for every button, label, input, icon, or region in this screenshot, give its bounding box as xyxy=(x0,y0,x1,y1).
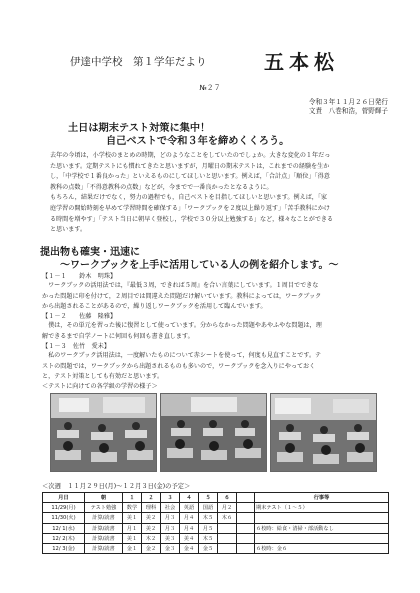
table-cell: 木２ xyxy=(142,533,161,543)
table-cell: 美２ xyxy=(142,523,161,533)
table-cell: 金４ xyxy=(180,543,199,553)
entry-heading: 【１－３ 佐竹 愛未】 xyxy=(42,343,111,350)
table-row xyxy=(43,543,389,553)
text-line: ワークブックの活用法では，『最低３周，できれば５周』を合い言葉にしています。１周目でできな xyxy=(42,282,319,289)
column-header: 行事等 xyxy=(255,493,389,503)
authors: 文責 八巻和浩，菅野輝子 xyxy=(308,107,388,115)
table-cell xyxy=(237,533,255,543)
lead-headline-line2: 自己ベストで令和３年を締めくくろう。 xyxy=(106,136,290,147)
table-cell: 木５ xyxy=(199,513,218,523)
text-line: 去年の今頃は，小学校のまとめの時期，どのようなことをしていたのでしょか。大きな変化の１年だっ xyxy=(50,152,331,159)
table-cell: 月５ xyxy=(199,523,218,533)
text-line: と思います。 xyxy=(50,226,87,234)
lead-headline-line1: 土日は期末テスト対策に集中！ xyxy=(68,123,211,134)
table-cell xyxy=(237,513,255,523)
table-cell: 金３ xyxy=(161,543,180,553)
column-header: 朝 xyxy=(85,493,123,503)
table-cell: 美２ xyxy=(142,513,161,523)
table-cell: 社会 xyxy=(161,503,180,513)
table-cell: 木６ xyxy=(218,513,237,523)
event-cell: 期末テスト（１～５） xyxy=(255,503,389,513)
table-cell: 月３ xyxy=(161,523,180,533)
entry-body xyxy=(42,321,322,342)
table-cell: 金１ xyxy=(123,543,142,553)
column-header: １ xyxy=(123,493,142,503)
schedule-caption: ＜次週 １１月２９日(月)～１２月３日(金)の予定＞ xyxy=(42,483,191,490)
text-line: 解できるまで自学ノートに何回も何回も書き直します。 xyxy=(42,332,194,340)
text-line: た思います。定期テストにも慣れてきたと思いますが，月曜日の期末テストは，これまでの経験を生か xyxy=(50,162,330,170)
table-cell xyxy=(218,533,237,543)
text-line: から出題されることがあるので，繰り返しワークブックを活用して臨んでいます。 xyxy=(42,303,267,310)
column-header: ３ xyxy=(161,493,180,503)
text-line: ストの問題では，ワークブックから出題されるものも多いので，ワークブックを念入りにやっておく xyxy=(42,362,316,370)
table-row xyxy=(43,523,389,533)
issue-number: №２７ xyxy=(199,84,221,92)
photo-caption: ＜テストに向けての各学級の学習の様子＞ xyxy=(42,383,158,390)
table-cell: 12/ 1(水) xyxy=(43,523,85,533)
table-cell: 英語 xyxy=(180,503,199,513)
table-cell xyxy=(218,543,237,553)
text-line: かった問題に印を付けて，２周目では間違えた問題だけ解いています。教科によっては，ワークブック xyxy=(42,292,322,300)
school-name: 伊達中学校 第１学年だより xyxy=(70,56,207,68)
table-cell: 美４ xyxy=(180,533,199,543)
table-cell xyxy=(237,503,255,513)
event-cell xyxy=(255,513,389,523)
schedule-table xyxy=(42,492,389,554)
table-cell: 美３ xyxy=(161,533,180,543)
table-row xyxy=(43,513,389,523)
table-row xyxy=(43,533,389,543)
table-cell: 12/ 3(金) xyxy=(43,543,85,553)
column-header: ６ xyxy=(218,493,237,503)
event-cell: ６校時：給食・清掃・部活動なし xyxy=(255,523,389,533)
column-header: ５ xyxy=(199,493,218,503)
table-cell: 金２ xyxy=(142,543,161,553)
table-cell: 月３ xyxy=(161,513,180,523)
workbook-title-line1: 提出物も確実・迅速に xyxy=(40,247,140,258)
table-cell: 計算/読書 xyxy=(85,523,123,533)
table-cell: 計算/読書 xyxy=(85,513,123,523)
table-cell: 理科 xyxy=(142,503,161,513)
table-cell: 金５ xyxy=(199,543,218,553)
table-cell: 月２ xyxy=(218,503,237,513)
column-header xyxy=(237,493,255,503)
table-cell: 国語 xyxy=(199,503,218,513)
text-line: 教科の点数」「不得意教科の点数」などが，今までで一番良かったとなるように。 xyxy=(50,183,273,191)
table-cell: テスト勉強 xyxy=(85,503,123,513)
table-cell: 11/29(月) xyxy=(43,503,85,513)
table-cell: 12/ 2(木) xyxy=(43,533,85,543)
column-header: ４ xyxy=(180,493,199,503)
entry-body xyxy=(42,281,321,313)
table-cell: 美１ xyxy=(123,533,142,543)
table-cell: 木５ xyxy=(199,533,218,543)
table-cell: 11/30(火) xyxy=(43,513,85,523)
table-cell: 数学 xyxy=(123,503,142,513)
table-cell xyxy=(237,543,255,553)
table-cell: 美１ xyxy=(123,513,142,523)
classroom-photo xyxy=(50,393,157,472)
table-cell: 計算/読書 xyxy=(85,533,123,543)
text-line: 僕は，その単元を習った後に復習として使っています。分からなかった問題やあやふやな問題は，理 xyxy=(42,322,322,329)
newsletter-title: 五本松 xyxy=(264,50,339,74)
issue-date: 令和３年１１月２６日発行 xyxy=(308,98,388,106)
table-cell: 月４ xyxy=(180,523,199,533)
classroom-photo xyxy=(160,393,267,472)
text-line: と，テスト対策としても有効だと思います。 xyxy=(42,373,164,380)
event-cell: ６校時：金６ xyxy=(255,543,389,553)
newsletter-header xyxy=(70,44,400,74)
column-header: ２ xyxy=(142,493,161,503)
text-line: 私のワークブック活用法は，一度解いたものについて赤シートを使って，何度も見直すことです。テ xyxy=(42,352,322,359)
table-row xyxy=(43,503,389,513)
schedule-header-row xyxy=(43,493,389,503)
table-cell xyxy=(237,523,255,533)
classroom-photo xyxy=(270,393,377,472)
entry-body xyxy=(42,351,321,383)
entry-heading: 【１－２ 佐藤 隆雅】 xyxy=(42,313,117,320)
text-line: もちろん，結果だけでなく，努力の過程でも，自己ベストを目指してほしいと思います。例えば，「家 xyxy=(50,194,328,202)
event-cell xyxy=(255,533,389,543)
table-cell: 月４ xyxy=(180,513,199,523)
table-cell: 月１ xyxy=(123,523,142,533)
text-line: 庭学習の開始時刻を早めて学習時間を確保する」「ワークブックを２度以上繰り返す」「苦手教科にかけ xyxy=(50,204,330,212)
column-header: 月日 xyxy=(43,493,85,503)
table-cell xyxy=(218,523,237,533)
workbook-title-line2: ～ワークブックを上手に活用している人の例を紹介します。～ xyxy=(60,260,339,271)
entry-heading: 【１－１ 鈴木 明珠】 xyxy=(42,273,117,280)
text-line: し，「中学校で１番良かった」といえるものにしてほしいと思います。例えば，「合計点」「順位」「得意 xyxy=(50,173,330,181)
table-cell: 計算/読書 xyxy=(85,543,123,553)
lead-paragraph xyxy=(50,151,333,236)
text-line: る時間を増やす」「テスト当日に朝早く登校し，学校で３０分以上勉強する」など，様々なことができる xyxy=(50,215,334,223)
